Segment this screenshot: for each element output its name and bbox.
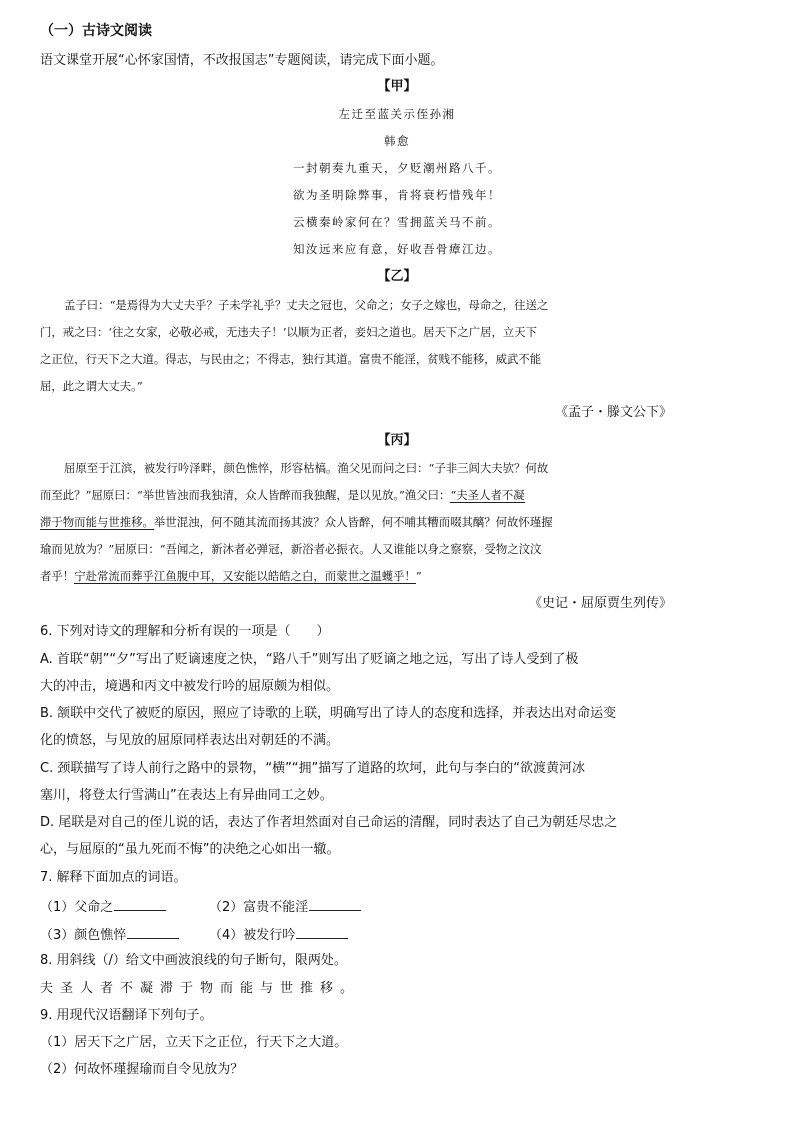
passage-bing-line (40, 485, 525, 505)
passage-bing-line (40, 566, 422, 586)
passage-bing-line: 屈原至于江滨，被发行吟泽畔，颜色憔悴，形容枯槁。渔父见而问之曰：“子非三闾大夫欤？何故 (64, 461, 549, 475)
poem-author: 韩愈 (384, 134, 410, 148)
question-9-stem: 9. 用现代汉语翻译下列句子。 (40, 1008, 213, 1023)
passage-yi-line: 门，戒之曰：‘往之女家，必敬必戒，无违夫子！’以顺为正者，妾妇之道也。居天下之广居，立天下 (40, 325, 538, 339)
passage-bing-line: 瑜而见放为？”屈原曰：“吾闻之，新沐者必弹冠，新浴者必振衣。人又谁能以身之察察，受物之汶汶 (40, 542, 542, 556)
question-9-item: （2）何故怀瑾握瑜而自令见放为？ (40, 1062, 244, 1077)
section-intro: 语文课堂开展“心怀家国情，不改报国志”专题阅读，请完成下面小题。 (40, 53, 444, 68)
question-6-option-b: 化的愤怒，与见放的屈原同样表达出对朝廷的不满。 (40, 733, 340, 748)
question-6-option-a: 大的冲击，境遇和丙文中被发行吟的屈原颇为相似。 (40, 679, 340, 694)
question-7-stem: 7. 解释下面加点的词语。 (40, 870, 187, 885)
answer-blank[interactable] (309, 896, 361, 911)
question-6-option-c: C. 颈联描写了诗人前行之路中的景物，“横”“拥”描写了道路的坎坷，此句与李白的“欲渡黄河冰 (40, 761, 586, 776)
question-6-option-b: B. 颔联中交代了被贬的原因，照应了诗歌的上联，明确写出了诗人的态度和选择，并表达出对命运变 (40, 706, 617, 721)
answer-blank[interactable] (114, 896, 166, 911)
poem-line: 一封朝奏九重天，夕贬潮州路八千。 (293, 161, 501, 175)
question-7-item (40, 924, 179, 946)
poem-line: 知汝远来应有意，好收吾骨瘴江边。 (293, 242, 501, 256)
poem-line: 欲为圣明除弊事，肯将衰朽惜残年！ (293, 188, 501, 202)
question-7-item-label: （4）被发行吟 (209, 928, 296, 943)
question-7-item (209, 896, 361, 918)
question-6-option-c: 塞川，将登太行雪满山”在表达上有异曲同工之妙。 (40, 788, 333, 803)
question-6-option-d: D. 尾联是对自己的侄儿说的话，表达了作者坦然面对自己命运的清醒，同时表达了自己为朝廷尽忠之 (40, 815, 618, 830)
poem-line: 云横秦岭家何在？雪拥蓝关马不前。 (293, 215, 501, 229)
question-7-item-label: （2）富贵不能淫 (209, 900, 309, 915)
passage-yi-line: 之正位，行天下之大道。得志，与民由之；不得志，独行其道。富贵不能淫，贫贱不能移，威武不能 (40, 352, 542, 366)
question-6-option-d: 心，与屈原的“虽九死而不悔”的决绝之心如出一辙。 (40, 842, 340, 857)
passage-bing-line (40, 512, 553, 532)
question-8-sentence[interactable]: 夫圣人者不凝滞于物而能与世推移。 (40, 981, 361, 996)
question-7-item-label: （1）父命之 (40, 900, 114, 915)
passage-bing-text: ” (415, 569, 422, 583)
underlined-sentence: 宁赴常流而葬乎江鱼腹中耳，又安能以皓皓之白，而蒙世之温蠖乎！ (74, 569, 416, 583)
poem-title: 左迁至蓝关示侄孙湘 (338, 107, 456, 121)
answer-blank[interactable] (127, 924, 179, 939)
passage-bing-label: 【丙】 (377, 433, 417, 448)
wavy-underlined-sentence: “夫圣人者不凝 (450, 488, 525, 502)
section-title: （一）古诗文阅读 (40, 23, 152, 39)
passage-bing-text: 者乎！ (40, 569, 75, 583)
wavy-underlined-sentence: 滞于物而能与世推移。 (40, 515, 154, 529)
passage-yi-line: 孟子曰：“是焉得为大丈夫乎？子未学礼乎？丈夫之冠也，父命之；女子之嫁也，母命之，往送之 (64, 298, 549, 312)
question-7-item (209, 924, 348, 946)
passage-yi-line: 屈，此之谓大丈夫。” (40, 379, 143, 393)
question-7-item (40, 896, 166, 918)
question-9-item: （1）居天下之广居，立天下之正位，行天下之大道。 (40, 1035, 348, 1050)
passage-yi-source: 《孟子・滕文公下》 (554, 405, 672, 420)
question-8-stem: 8. 用斜线（/）给文中画波浪线的句子断句，限两处。 (40, 953, 347, 968)
passage-bing-source: 《史记・屈原贾生列传》 (528, 596, 672, 611)
passage-yi-label: 【乙】 (377, 269, 417, 284)
passage-bing-text: 举世混浊，何不随其流而扬其波？众人皆醉，何不哺其糟而啜其醨？何故怀瑾握 (153, 515, 553, 529)
answer-blank[interactable] (296, 924, 348, 939)
passage-bing-text: 而至此？”屈原曰：“举世皆浊而我独清，众人皆醉而我独醒，是以见放。”渔父曰： (40, 488, 451, 502)
passage-jia-label: 【甲】 (377, 79, 417, 94)
question-6-option-a: A. 首联“朝”“夕”写出了贬谪速度之快，“路八千”则写出了贬谪之地之远，写出了诗人受到了极 (40, 652, 579, 667)
question-7-item-label: （3）颜色憔悴 (40, 928, 127, 943)
question-6-stem: 6. 下列对诗文的理解和分析有误的一项是（ ） (40, 624, 330, 639)
